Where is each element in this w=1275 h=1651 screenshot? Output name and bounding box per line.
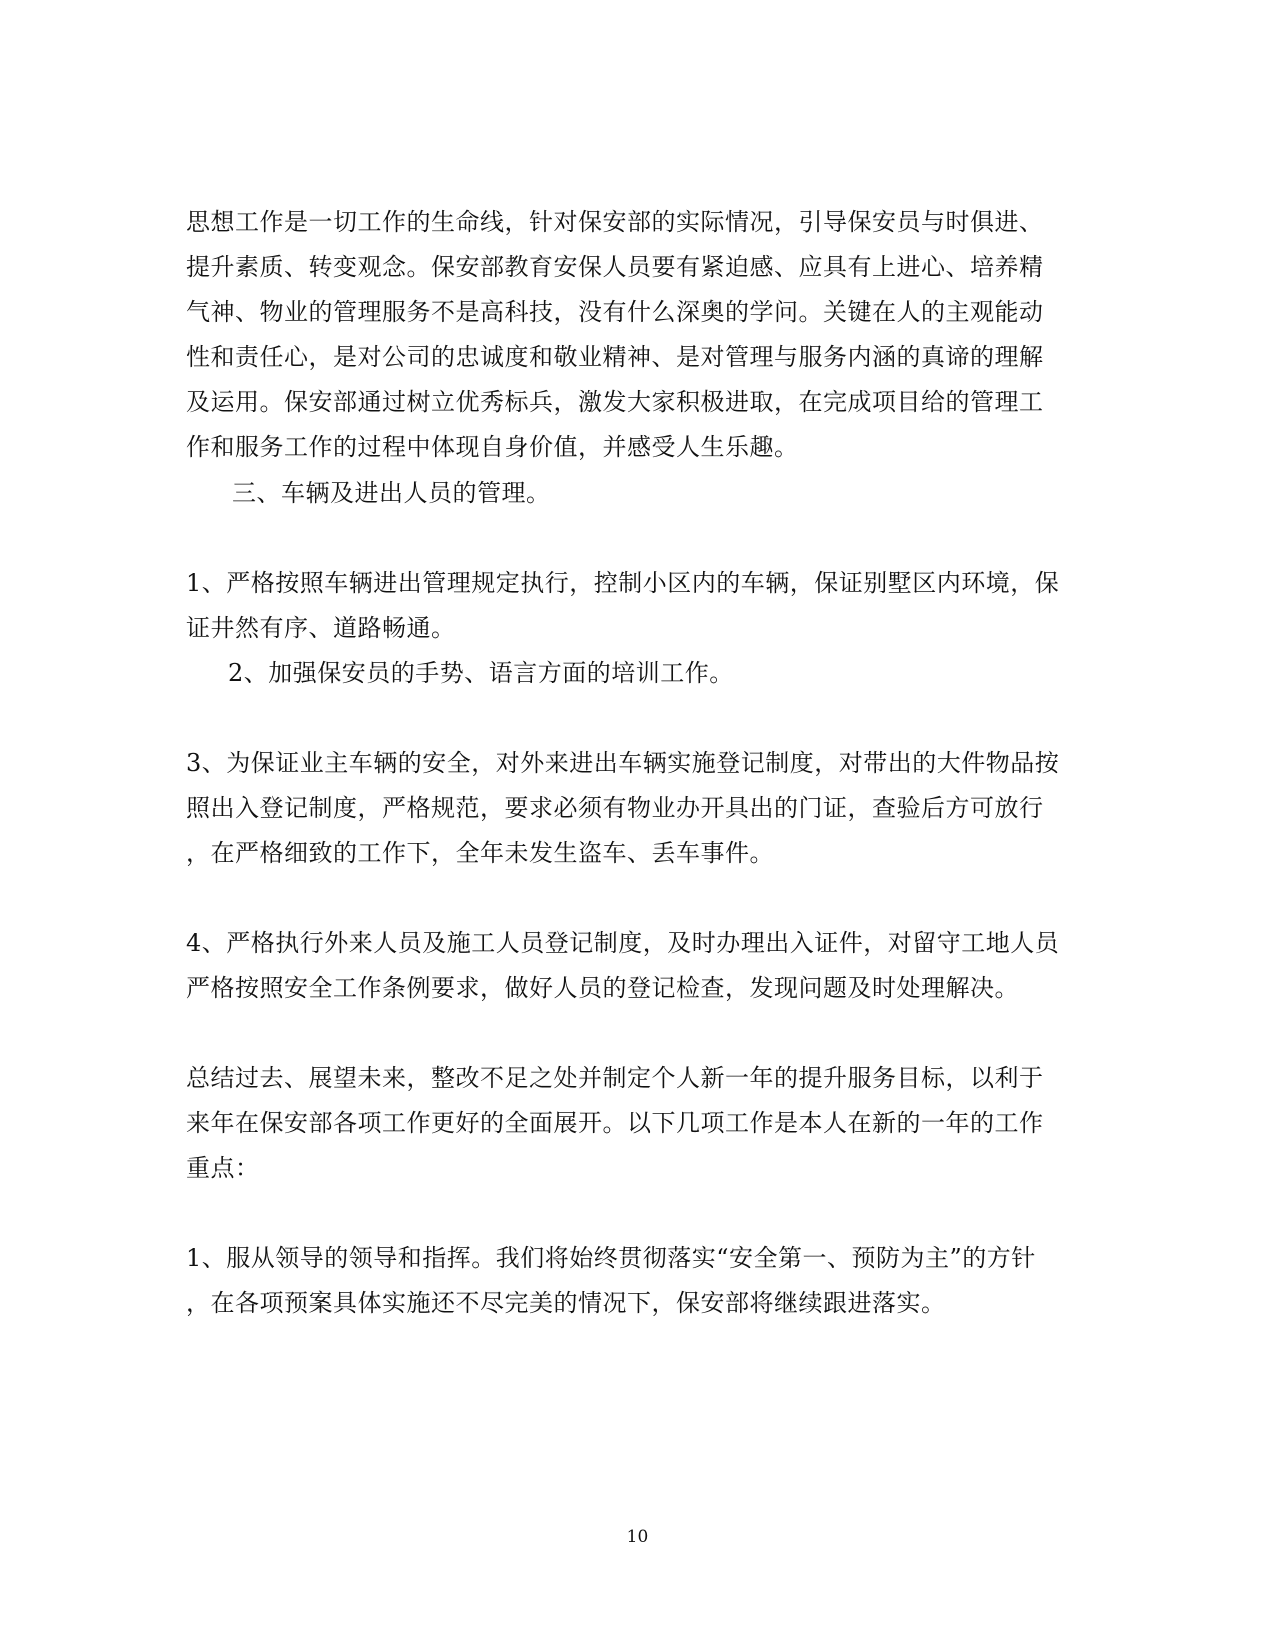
list-item-line: ，在严格细致的工作下，全年未发生盗车、丢车事件。 — [186, 839, 774, 867]
paragraph-line: 及运用。保安部通过树立优秀标兵，激发大家积极进取，在完成项目给的管理工 — [186, 388, 1044, 416]
list-item-line: 2、加强保安员的手势、语言方面的培训工作。 — [228, 659, 734, 687]
list-item-line: 严格按照安全工作条例要求，做好人员的登记检查，发现问题及时处理解决。 — [186, 974, 1019, 1002]
paragraph-line: 性和责任心，是对公司的忠诚度和敬业精神、是对管理与服务内涵的真谛的理解 — [186, 343, 1044, 371]
paragraph-line: 作和服务工作的过程中体现自身价值，并感受人生乐趣。 — [186, 433, 799, 461]
paragraph-line: 气神、物业的管理服务不是高科技，没有什么深奥的学问。关键在人的主观能动 — [186, 298, 1044, 326]
list-item-line: 证井然有序、道路畅通。 — [186, 614, 456, 642]
list-item-line: 4、严格执行外来人员及施工人员登记制度，及时办理出入证件，对留守工地人员 — [186, 929, 1060, 957]
list-item-line: 照出入登记制度，严格规范，要求必须有物业办开具出的门证，查验后方可放行 — [186, 794, 1044, 822]
paragraph-line: 总结过去、展望未来，整改不足之处并制定个人新一年的提升服务目标，以利于 — [186, 1064, 1044, 1092]
paragraph-line: 重点： — [186, 1154, 260, 1182]
list-item-line: 1、严格按照车辆进出管理规定执行，控制小区内的车辆，保证别墅区内环境，保 — [186, 569, 1060, 597]
list-item-line: 3、为保证业主车辆的安全，对外来进出车辆实施登记制度，对带出的大件物品按 — [186, 749, 1060, 777]
paragraph-line: 提升素质、转变观念。保安部教育安保人员要有紧迫感、应具有上进心、培养精 — [186, 253, 1044, 281]
page-number: 10 — [626, 1527, 649, 1547]
list-item-line: 1、服从领导的领导和指挥。我们将始终贯彻落实“安全第一、预防为主”的方针 — [186, 1244, 1036, 1272]
section-heading: 三、车辆及进出人员的管理。 — [232, 479, 551, 507]
list-item-line: ，在各项预案具体实施还不尽完美的情况下，保安部将继续跟进落实。 — [186, 1289, 946, 1317]
paragraph-line: 来年在保安部各项工作更好的全面展开。以下几项工作是本人在新的一年的工作 — [186, 1109, 1044, 1137]
paragraph-line: 思想工作是一切工作的生命线，针对保安部的实际情况，引导保安员与时俱进、 — [186, 208, 1044, 236]
